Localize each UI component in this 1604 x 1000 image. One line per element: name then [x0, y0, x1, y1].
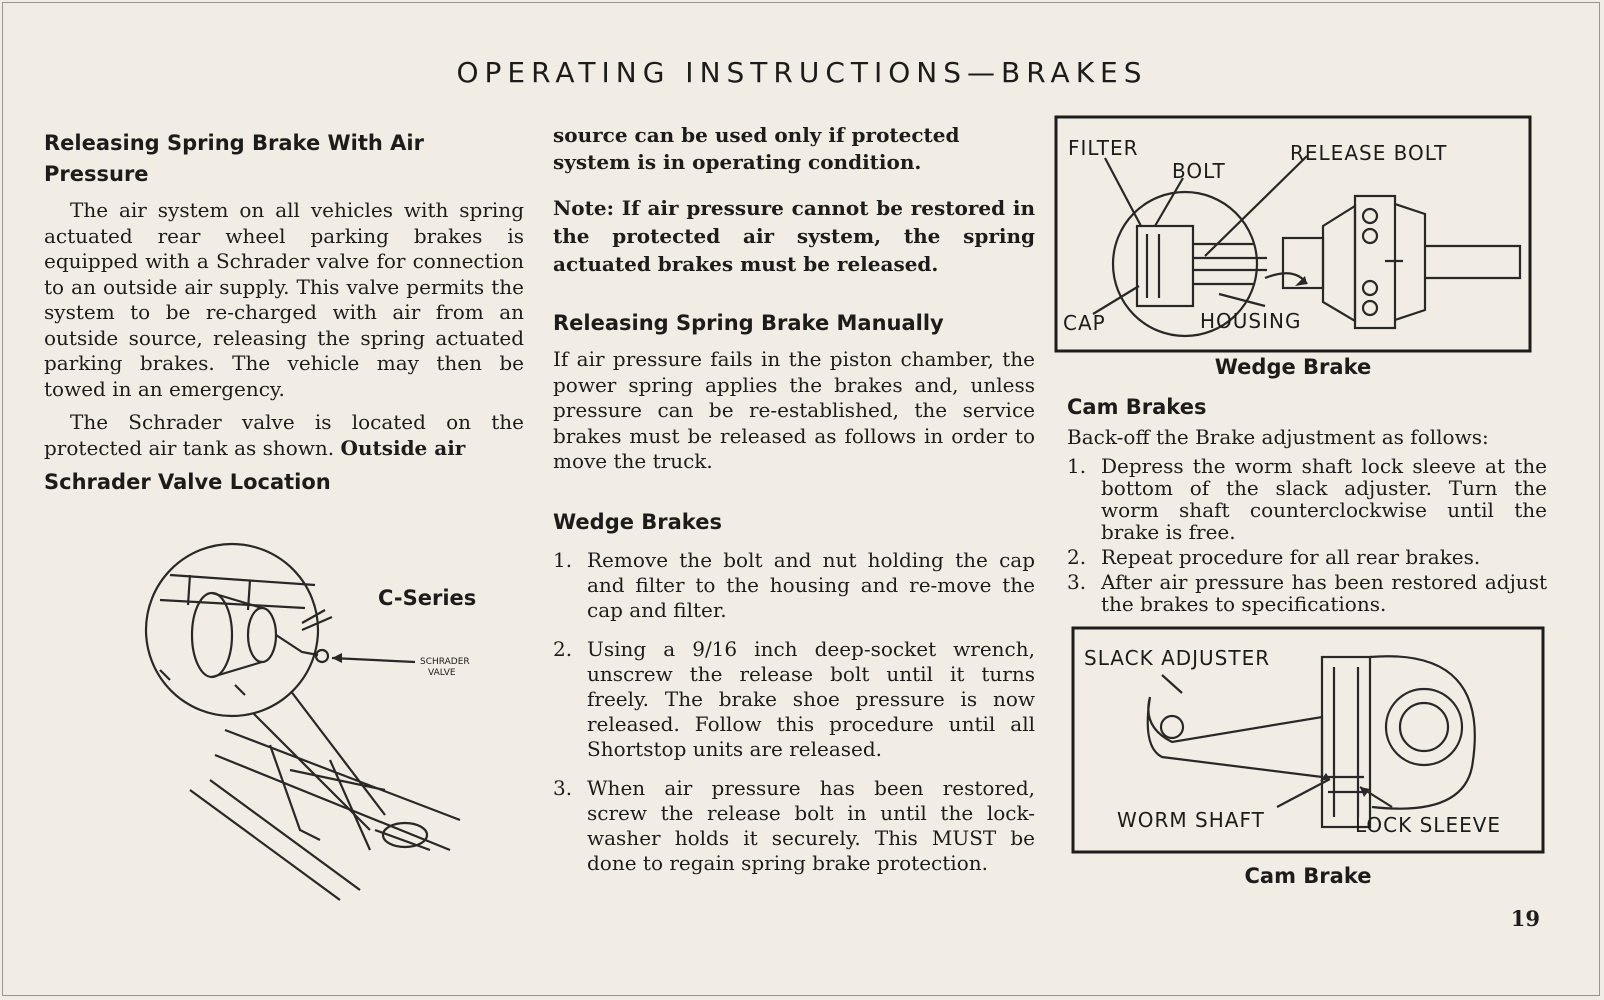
- heading-releasing-manually: Releasing Spring Brake Manually: [553, 311, 944, 335]
- cam-step-1: 1. Depress the worm shaft lock sleeve at the bottom of the slack adjuster. Turn the worm shaft counterclockwise until the brake is free.: [1067, 453, 1547, 544]
- paragraph-back-off: Back-off the Brake adjustment as follows:: [1067, 425, 1489, 449]
- paragraph-air-system: The air system on all vehicles with spring actuated rear wheel parking brakes is equipped with a Schrader valve for connection to an outside air supply. This valve permits the system to be re-charged with air from an outside source, releasing the spring actuated parking brakes. The vehicle may then be towed in an emergency.: [44, 198, 524, 401]
- page-number: 19: [1510, 906, 1540, 931]
- label-cap: CAP: [1063, 311, 1106, 335]
- label-worm-shaft: WORM SHAFT: [1117, 808, 1265, 832]
- cam-brake-caption: Cam Brake: [1244, 864, 1372, 888]
- heading-cam-brakes: Cam Brakes: [1067, 395, 1207, 419]
- wedge-brake-caption: Wedge Brake: [1214, 355, 1372, 379]
- schrader-label-line2: VALVE: [428, 668, 456, 678]
- page-title: OPERATING INSTRUCTIONS—BRAKES: [456, 56, 1148, 89]
- column-right: [1067, 392, 1547, 615]
- cam-step-3: 3. After air pressure has been restored adjust the brakes to specifications.: [1067, 569, 1547, 616]
- cam-step-2: 2. Repeat procedure for all rear brakes.: [1067, 544, 1481, 569]
- note-protected-system: Note: If air pressure cannot be restored in the protected air system, the spring actuated brakes must be released.: [553, 196, 1035, 276]
- label-filter: FILTER: [1068, 136, 1139, 160]
- wedge-brake-diagram: [1055, 116, 1531, 352]
- heading-schrader-valve-location: Schrader Valve Location: [44, 470, 331, 494]
- schrader-valve-figure: [40, 530, 520, 900]
- column-middle: [553, 122, 1035, 876]
- wedge-step-3: 3. When air pressure has been restored, screw the release bolt in until the lock-washer holds it securely. This MUST be done to regain spring brake protection.: [553, 775, 1035, 875]
- heading-wedge-brakes: Wedge Brakes: [553, 509, 722, 534]
- figure-series-label: C-Series: [378, 586, 477, 610]
- cam-brake-diagram: [1072, 627, 1544, 853]
- heading-releasing-with-air: Releasing Spring Brake With Air Pressure: [44, 131, 424, 186]
- paragraph-outside-air-continued: source can be used only if protected system is in operating condition.: [553, 123, 960, 174]
- label-lock-sleeve: LOCK SLEEVE: [1355, 813, 1502, 837]
- wedge-steps-list: [553, 548, 1035, 876]
- label-release-bolt: RELEASE BOLT: [1290, 141, 1448, 165]
- schrader-label-line1: SCHRADER: [420, 657, 470, 667]
- paragraph-piston-chamber: If air pressure fails in the piston chamber, the power spring applies the brakes and, unless pressure can be re-established, the service brakes must be released as follows in order to move the truck.: [553, 347, 1035, 473]
- wedge-step-2: 2. Using a 9/16 inch deep-socket wrench, unscrew the release bolt until it turns freely. The brake shoe pressure is now released. Follow this procedure until all Shortstop units are released.: [553, 636, 1035, 761]
- column-left: [44, 128, 524, 498]
- label-slack-adjuster: SLACK ADJUSTER: [1084, 646, 1271, 670]
- wedge-step-1: 1. Remove the bolt and nut holding the cap and filter to the housing and re-move the cap and filter.: [553, 547, 1035, 622]
- paragraph-schrader-location: The Schrader valve is located on the protected air tank as shown. Outside air: [44, 410, 524, 460]
- label-bolt: BOLT: [1172, 159, 1226, 183]
- cam-steps-list: [1067, 455, 1547, 615]
- label-housing: HOUSING: [1200, 309, 1302, 333]
